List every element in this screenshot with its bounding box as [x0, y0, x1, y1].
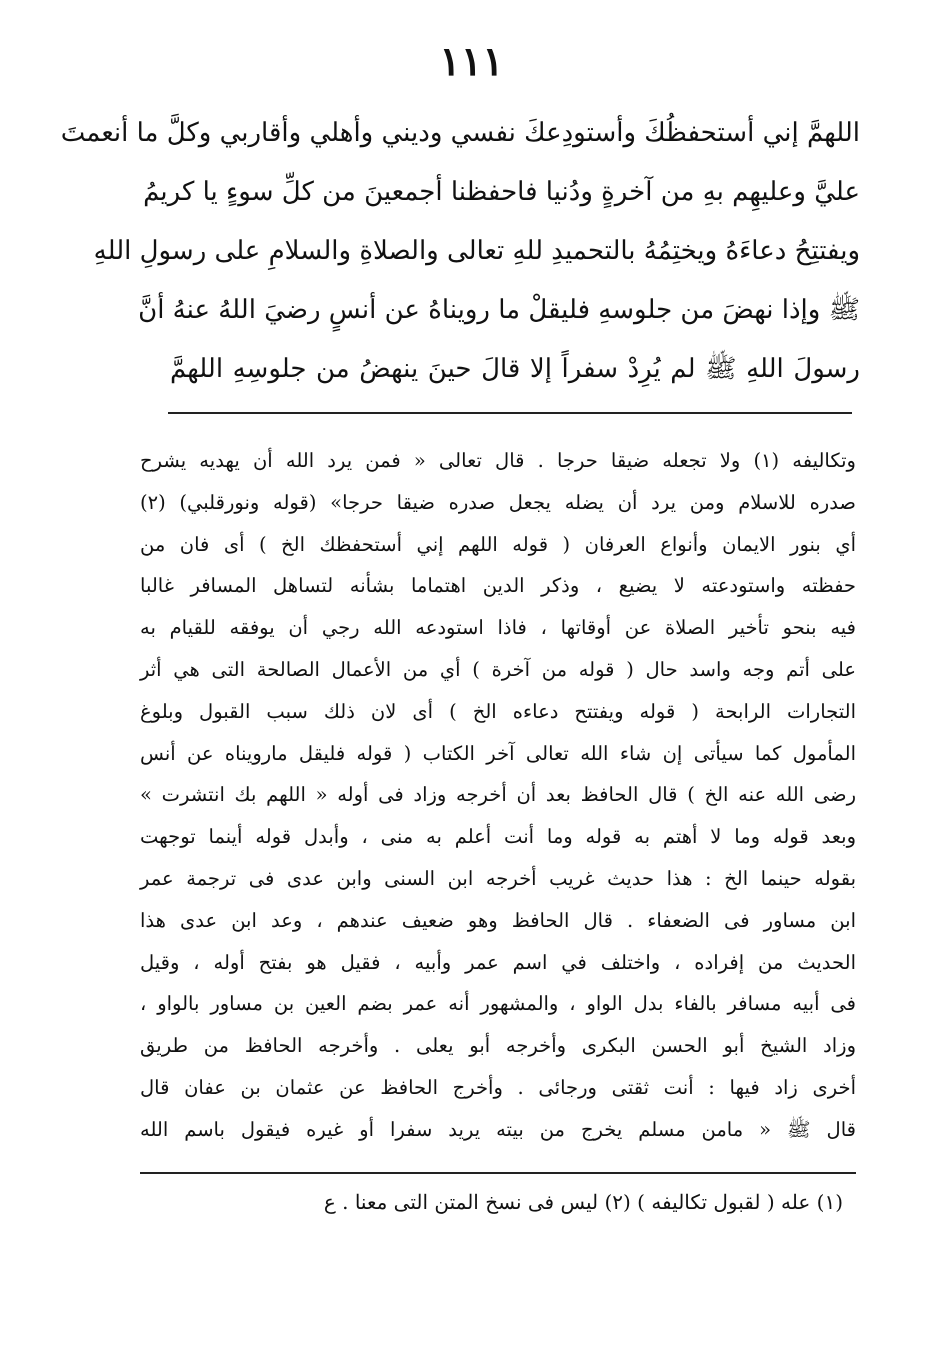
commentary-line: الحديث من إفراده ، واختلف في اسم عمر وأبيه ، فقيل هو بفتح أوله ، وقيل [140, 950, 856, 974]
main-text-line: عليَّ وعليهِم بهِ من آخرةٍ ودُنيا فاحفظنا أجمعينَ من كلِّ سوءٍ يا كريمُ [143, 177, 860, 207]
footnote: (١) عله ( لقبول تكاليفه ) (٢) ليس فى نسخ المتن التى معنا . ع [323, 1190, 843, 1214]
commentary-line: أخرى زاد فيها : أنت ثقتى ورجائى . وأخرج الحافظ عن عثمان بن عفان قال [140, 1075, 856, 1099]
commentary-line: وزاد الشيخ أبو الحسن البكرى وأخرجه أبو يعلى . وأخرجه الحافظ من طريق [140, 1034, 856, 1058]
main-text-line: ﷺ وإذا نهضَ من جلوسهِ فليقلْ ما رويناهُ عن أنسٍ رضيَ اللهُ عنهُ أنَّ [138, 295, 860, 325]
commentary-line: أي بنور الايمان وأنواع العرفان ( قوله اللهم إني أستحفظك الخ ) أى فان من [140, 532, 856, 556]
commentary-line: التجارات الرابحة ( قوله ويفتتح دعاءه الخ ) أى لان ذلك سبب القبول وبلوغ [140, 699, 856, 723]
commentary-line: صدره للاسلام ومن يرد أن يضله يجعل صدره ضيقا حرجا» (قوله ونورقلبي) (٢) [140, 490, 856, 514]
commentary-line: ابن مساور فى الضعفاء . قال الحافظ وهو ضعيف عندهم ، وعد ابن عدى هذا [140, 908, 856, 932]
main-text-block [60, 104, 860, 399]
commentary-line: على أتم وجه واسد حال ( قوله من آخرة ) أي من الأعمال الصالحة التى هي أثر [140, 657, 856, 681]
commentary-line: رضى الله عنه الخ ) قال الحافظ بعد أن أخرجه وزاد فى أوله « اللهم بك انتشرت » [140, 783, 856, 807]
commentary-line: قال ﷺ « مامن مسلم يخرج من بيته يريد سفرا أو غيره فيقول باسم الله [140, 1117, 856, 1141]
commentary-line: فيه بنحو تأخير الصلاة عن أوقاتها ، فاذا استودعه الله رجي أن يوفقه للقيام به [140, 616, 856, 640]
separator-rule [168, 412, 852, 414]
footnote-separator-rule [140, 1172, 856, 1174]
commentary-block [140, 440, 856, 1151]
commentary-line: المأمول كما سيأتى إن شاء الله تعالى آخر الكتاب ( قوله فليقل مارويناه عن أنس [140, 741, 856, 765]
commentary-line: وبعد قوله وما لا أهتم به قوله وما أنت أعلم به منى ، وأبدل قوله أينما توجهت [140, 825, 856, 849]
commentary-line: حفظته واستودعته لا يضيع ، وذكر الدين اهتماما بشأنه لتساهل المسافر غالبا [140, 574, 856, 598]
main-text-line: ويفتتِحُ دعاءَهُ ويختِمُهُ بالتحميدِ للهِ تعالى والصلاةِ والسلامِ على رسولِ اللهِ [93, 236, 860, 266]
commentary-line: وتكاليفه (١) ولا تجعله ضيقا حرجا . قال تعالى « فمن يرد الله أن يهديه يشرح [140, 449, 856, 472]
commentary-line: بقوله حينما الخ : هذا حديث غريب أخرجه ابن السنى وابن عدى فى ترجمة عمر [140, 866, 856, 890]
main-text-line: رسولَ اللهِ ﷺ لم يُرِدْ سفراً إلا قالَ حينَ ينهضُ من جلوسِهِ اللهمَّ [170, 354, 860, 384]
main-text-line: اللهمَّ إني أستحفظُكَ وأستودِعكَ نفسي وديني وأهلي وأقاربي وكلَّ ما أنعمتَ [60, 118, 860, 148]
commentary-line: فى أبيه مسافر بالفاء بدل الواو ، والمشهور أنه عمر بضم العين بن مساور بالواو ، [140, 992, 856, 1016]
page-number: ١١١ [439, 38, 504, 85]
